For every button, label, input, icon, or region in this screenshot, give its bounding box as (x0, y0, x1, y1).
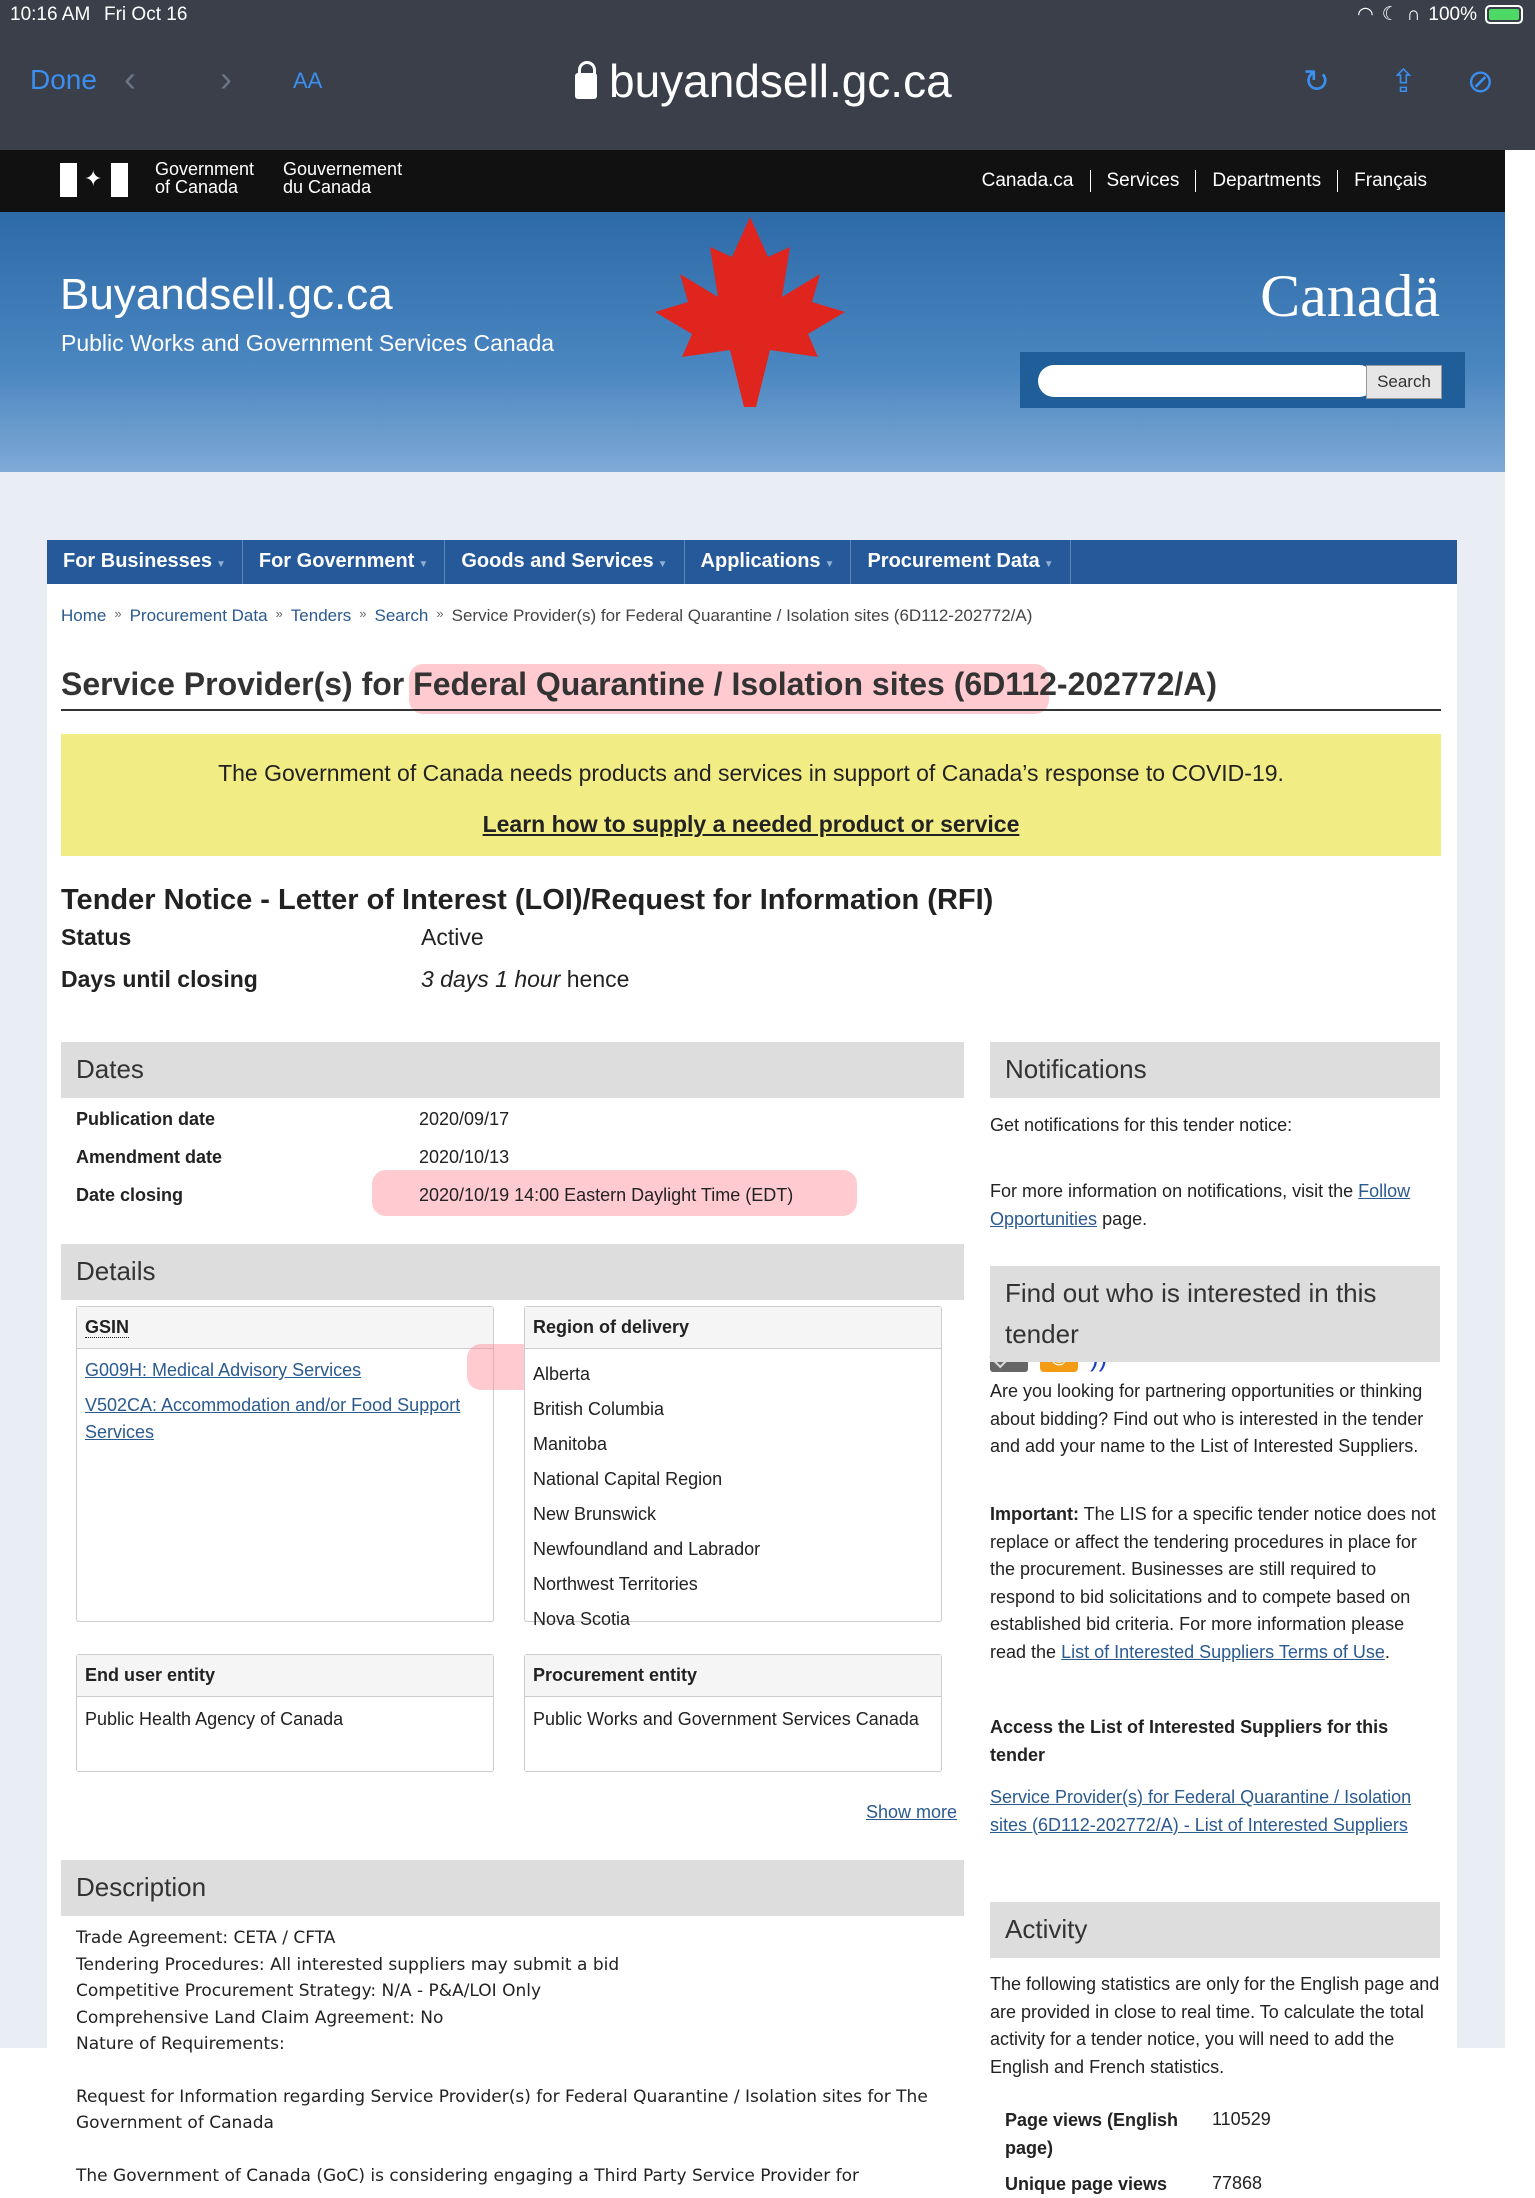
covid-supply-link[interactable]: Learn how to supply a needed product or service (482, 811, 1020, 837)
url-text: buyandsell.gc.ca (609, 55, 952, 107)
canada-flag-icon (60, 163, 128, 197)
breadcrumb (61, 606, 1032, 626)
nav-for-businesses[interactable]: For Businesses ▼ (47, 540, 243, 584)
lis-terms-link[interactable]: List of Interested Suppliers Terms of Use (1061, 1641, 1385, 1662)
closing-value: 3 days 1 hour hence (421, 966, 630, 992)
web-page (0, 150, 1505, 2194)
procurement-entity-heading: Procurement entity (525, 1655, 941, 1697)
region-item: National Capital Region (533, 1469, 723, 1489)
region-item: British Columbia (533, 1399, 665, 1419)
battery-icon (1485, 5, 1523, 24)
search-button[interactable]: Search (1366, 365, 1442, 399)
link-departments[interactable]: Departments (1195, 170, 1337, 192)
notifications-more: For more information on notifications, visit the Follow Opportunities page. (990, 1181, 1411, 1229)
compass-icon[interactable]: ⊘ (1467, 63, 1494, 99)
chevron-right-icon: » (359, 606, 367, 621)
breadcrumb-home[interactable]: Home (61, 606, 107, 625)
browser-chrome (0, 0, 1535, 150)
details-heading: Details (61, 1244, 964, 1300)
end-user-box (76, 1654, 494, 1772)
wifi-icon: ◠ (1357, 4, 1374, 25)
notifications-intro: Get notifications for this tender notice: (990, 1115, 1293, 1135)
publication-date-label: Publication date (76, 1109, 216, 1129)
page-views-label: Page views (English page) (1005, 2110, 1179, 2158)
link-francais[interactable]: Français (1337, 170, 1443, 192)
amendment-date-value: 2020/10/13 (419, 1147, 510, 1167)
date-closing-label: Date closing (76, 1185, 184, 1205)
region-item: Manitoba (533, 1434, 608, 1454)
nav-applications[interactable]: Applications ▼ (685, 540, 852, 584)
maple-leaf-icon (650, 212, 850, 412)
breadcrumb-procurement-data[interactable]: Procurement Data (129, 606, 268, 625)
battery-percent: 100% (1428, 3, 1477, 25)
date-closing-value: 2020/10/19 14:00 Eastern Daylight Time (EDT) (419, 1185, 794, 1205)
region-item: Nova Scotia (533, 1609, 631, 1629)
description-heading: Description (61, 1860, 964, 1916)
unique-views-label: Unique page views (1005, 2174, 1168, 2194)
page-title: Service Provider(s) for Federal Quarantine / Isolation sites (6D112-202772/A) (61, 666, 1441, 711)
gsin-list (77, 1349, 493, 1462)
end-user-value: Public Health Agency of Canada (85, 1709, 344, 1729)
follow-opportunities-link[interactable]: Follow Opportunities (990, 1181, 1411, 1229)
breadcrumb-tenders[interactable]: Tenders (290, 606, 352, 625)
nav-procurement-data[interactable]: Procurement Data ▼ (851, 540, 1070, 584)
region-box (524, 1306, 942, 1629)
publication-date-value: 2020/09/17 (419, 1109, 510, 1129)
breadcrumb-search[interactable]: Search (374, 606, 429, 625)
lis-link[interactable]: Service Provider(s) for Federal Quarantine / Isolation sites (6D112-202772/A) - List of Interested Suppliers (990, 1787, 1412, 1835)
gsin-box (76, 1306, 494, 1622)
gc-header-bar (0, 150, 1505, 212)
end-user-heading: End user entity (77, 1655, 493, 1697)
activity-heading: Activity (990, 1902, 1440, 1958)
canada-wordmark: Canadä (1260, 263, 1440, 329)
region-item: Alberta (533, 1364, 591, 1384)
address-bar[interactable] (575, 54, 952, 108)
reload-icon[interactable]: ↻ (1303, 63, 1330, 99)
link-services[interactable]: Services (1090, 170, 1196, 192)
search-box (1020, 352, 1465, 408)
status-date: Fri Oct 16 (104, 4, 188, 25)
caret-icon: ▼ (215, 559, 226, 570)
procurement-entity-value: Public Works and Government Services Canada (533, 1709, 919, 1729)
site-title[interactable]: Buyandsell.gc.ca (60, 270, 393, 319)
chevron-right-icon: » (275, 606, 283, 621)
nav-goods-and-services[interactable]: Goods and Services ▼ (445, 540, 684, 584)
gsin-link[interactable]: G009H: Medical Advisory Services (85, 1360, 362, 1380)
region-item: Newfoundland and Labrador (533, 1539, 761, 1559)
nav-for-government[interactable]: For Government ▼ (243, 540, 445, 584)
link-canada-ca[interactable]: Canada.ca (981, 170, 1074, 191)
site-subtitle: Public Works and Government Services Canada (61, 330, 555, 356)
chevron-right-icon: » (114, 606, 122, 621)
notifications-heading: Notifications (990, 1042, 1440, 1098)
main-content (47, 584, 1457, 2194)
region-item: New Brunswick (533, 1504, 657, 1524)
search-input[interactable] (1038, 365, 1375, 397)
gsin-link[interactable]: V502CA: Accommodation and/or Food Support Services (85, 1395, 461, 1442)
status-value: Active (421, 924, 484, 950)
access-lis-heading: Access the List of Interested Suppliers for this tender (990, 1717, 1389, 1765)
site-banner (0, 212, 1505, 472)
procurement-entity-box (524, 1654, 942, 1772)
done-button[interactable]: Done (30, 64, 97, 95)
status-time: 10:16 AM (10, 4, 91, 25)
lock-icon (575, 73, 597, 99)
interested-paragraph: Are you looking for partnering opportunities or thinking about bidding? Find out who is interested in the tender and add your name to the List of Interested Suppliers. (990, 1381, 1424, 1456)
forward-icon[interactable]: › (220, 58, 232, 99)
status-label: Status (61, 924, 132, 950)
unique-views-value: 77868 (1212, 2173, 1263, 2193)
activity-paragraph: The following statistics are only for the English page and are provided in close to real time. To calculate the total activity for a tender notice, you will need to add the English and French statistics. (990, 1974, 1440, 2077)
main-nav (47, 540, 1457, 584)
gc-links (966, 170, 1443, 192)
moon-icon: ☾ (1381, 4, 1399, 25)
gc-signature-en[interactable]: Government of Canada (155, 159, 255, 197)
region-item: Northwest Territories (533, 1574, 698, 1594)
gsin-heading: GSIN (77, 1307, 493, 1349)
dates-heading: Dates (61, 1042, 964, 1098)
description-body: Trade Agreement: CETA / CFTA Tendering Procedures: All interested suppliers may submit a bid Competitive Procurement Strategy: N/A - P&A/LOI Only Comprehensive Land Claim Agreement: No Nature of Requirements: Request for Information regarding Service Provider(s) for Federal Quarantine / Isolation sites for The Government of Canada The Government of Canada (GoC) is considering engaging a Third Party Service Provider for (76, 1928, 928, 2186)
region-heading: Region of delivery (525, 1307, 941, 1349)
gc-signature-fr[interactable]: Gouvernement du Canada (283, 159, 403, 197)
amendment-date-label: Amendment date (76, 1147, 223, 1167)
covid-notice-text: The Government of Canada needs products and services in support of Canada’s response to COVID-19. (218, 760, 1284, 786)
back-icon[interactable]: ‹ (124, 58, 136, 99)
breadcrumb-current: Service Provider(s) for Federal Quarantine / Isolation sites (6D112-202772/A) (451, 606, 1033, 625)
page-views-value: 110529 (1212, 2109, 1271, 2129)
covid-notice (61, 734, 1441, 856)
share-icon[interactable]: ⇪ (1390, 63, 1417, 99)
show-more-link[interactable]: Show more (866, 1802, 958, 1822)
caret-icon: ▼ (657, 559, 668, 570)
caret-icon: ▼ (824, 559, 835, 570)
chevron-right-icon: » (436, 606, 444, 621)
caret-icon: ▼ (1043, 559, 1054, 570)
important-paragraph: Important: The LIS for a specific tender notice does not replace or affect the tendering procedures in place for the procurement. Businesses are still required to respond to bid solicitations and to compete based on established bid criteria. For more information please read the List of Interested Suppliers Terms of Use. (990, 1504, 1436, 1662)
status-indicators (1357, 3, 1523, 26)
headphones-icon: ∩ (1406, 3, 1421, 25)
tender-notice-title: Tender Notice - Letter of Interest (LOI)/Request for Information (RFI) (61, 884, 994, 916)
region-list[interactable] (525, 1349, 941, 1629)
closing-label: Days until closing (61, 966, 258, 992)
interested-heading: Find out who is interested in this tender (990, 1266, 1440, 1362)
text-size-button[interactable]: AA (293, 68, 323, 93)
caret-icon: ▼ (418, 559, 429, 570)
lis-link-container (990, 1784, 1440, 1839)
